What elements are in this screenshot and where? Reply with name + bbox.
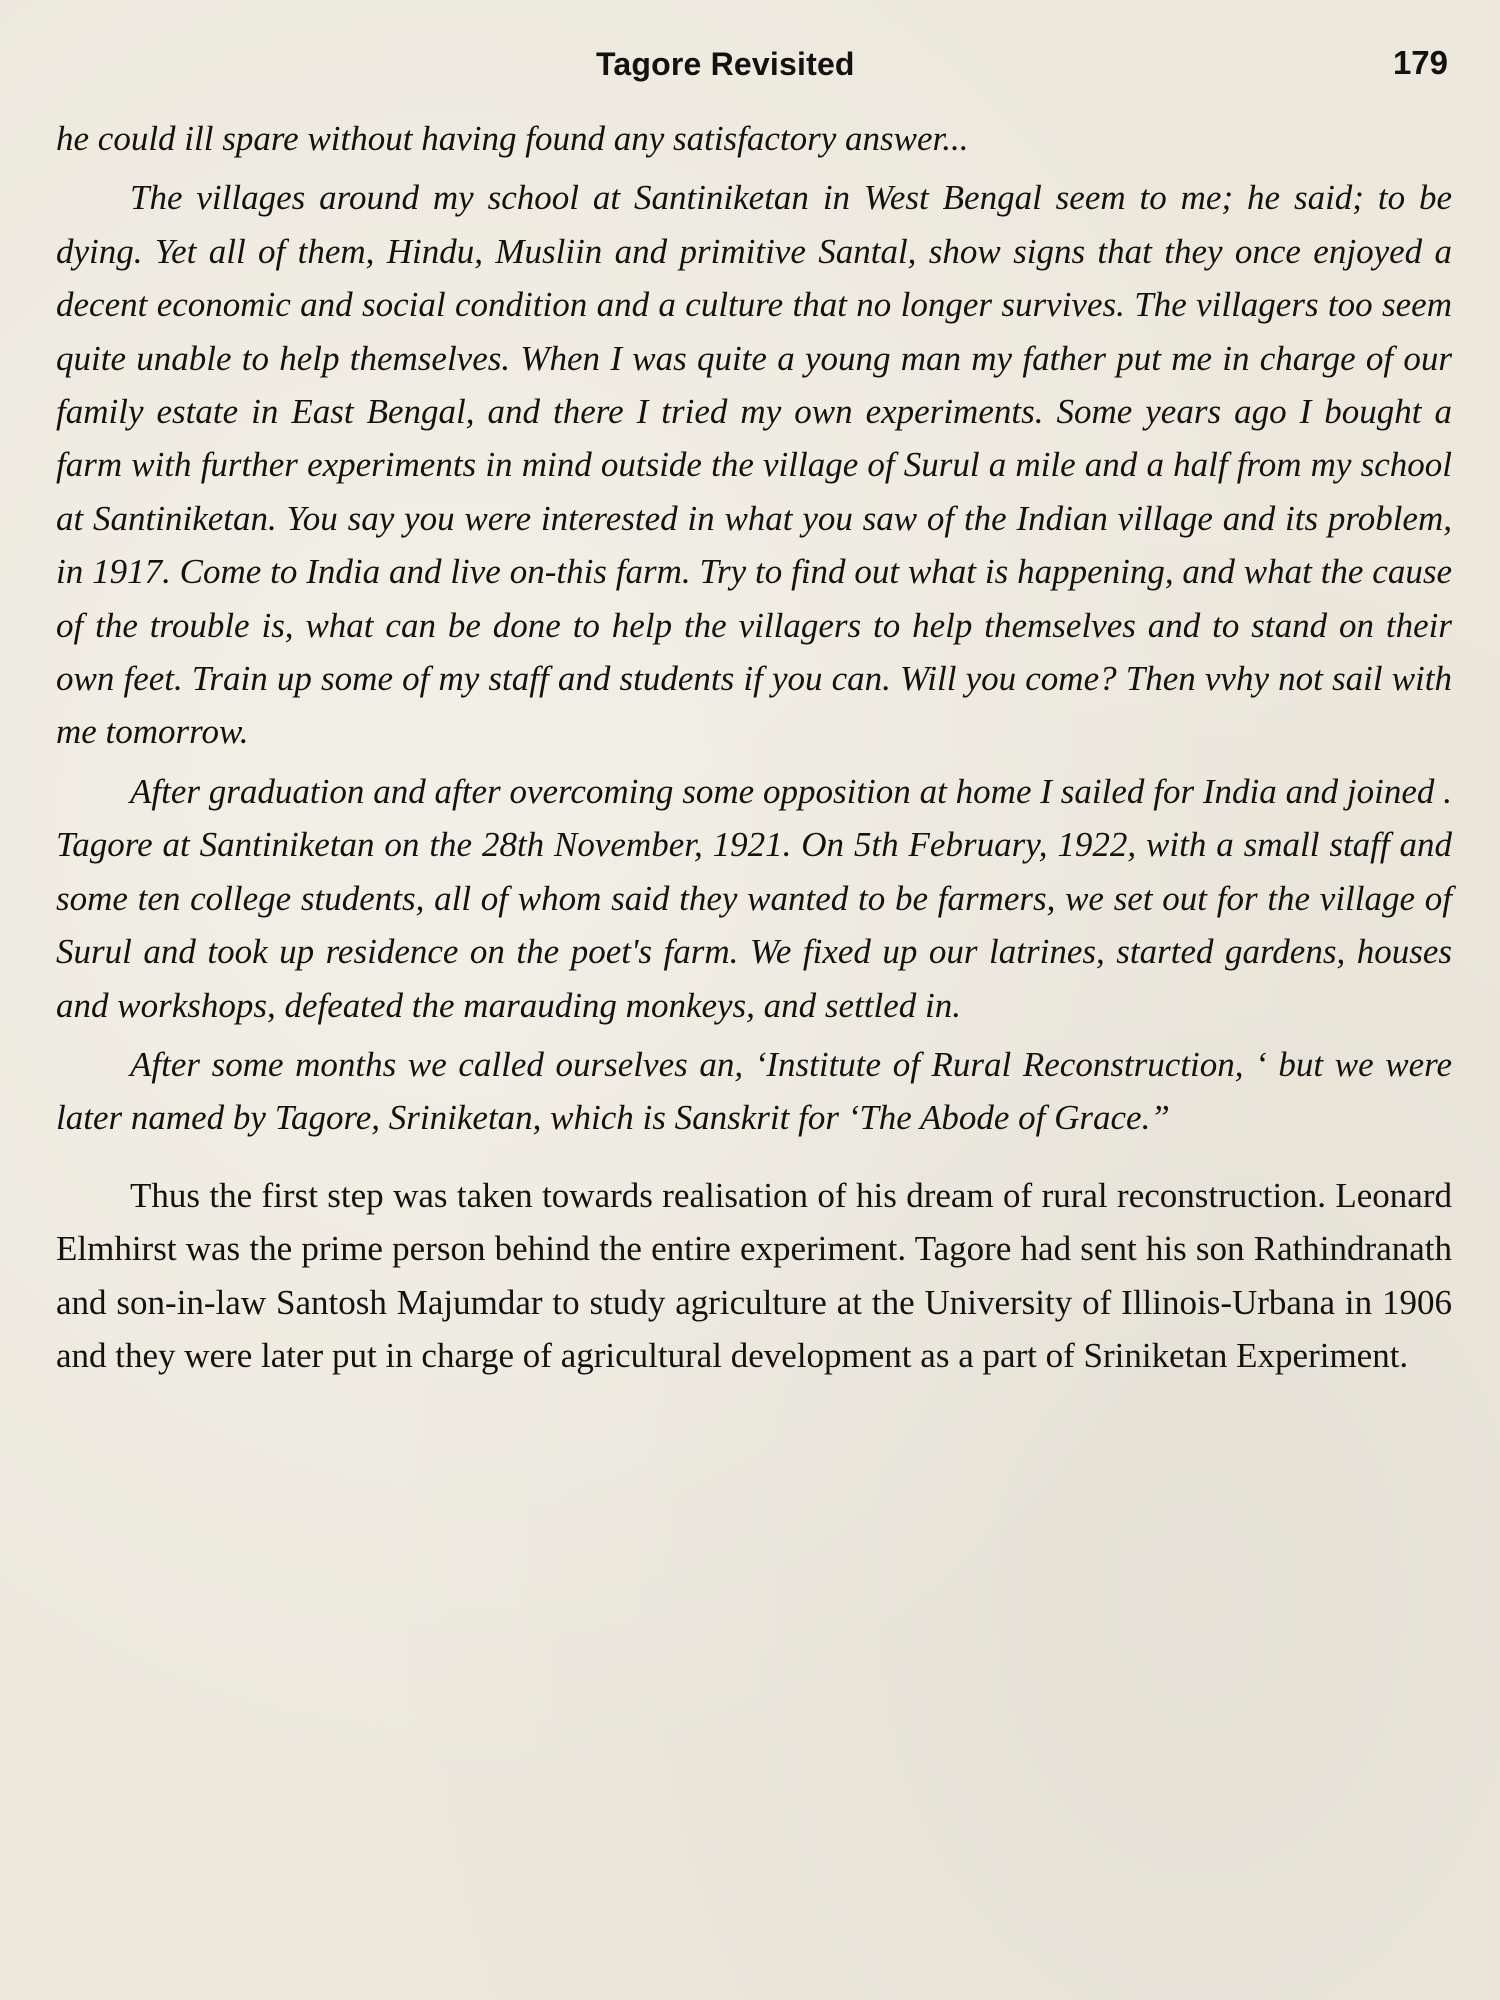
body-paragraph: Thus the first step was taken towards realisation of his dream of rural reconstruction. Leonard Elmhirst was the prime person behind the entire experiment. Tagore had sent his son Rathindranath and son-in-law Santosh Majumdar to study agriculture at the University of Illinois-Urbana in 1906 and they were later put in charge of agricultural development as a part of Sriniketan Experiment. — [56, 1175, 1452, 1375]
quote-paragraph: The villages around my school at Santiniketan in West Bengal seem to me; he said; to be dying. Yet all of them, Hindu, Musliin and primitive Santal, show signs that they once enjoyed a decent economic and social condition and a culture that no longer survives. The villagers too seem quite unable to help themselves. When I was quite a young man my father put me in charge of our family estate in East Bengal, and there I tried my own experiments. Some years ago I bought a farm with further experiments in mind outside the village of Surul a mile and a half from my school at Santiniketan. You say you were interested in what you saw of the Indian village and its problem, in 1917. Come to India and live on-this farm. Try to find out what is happening, and what the cause of the trouble is, what can be done to help the villagers to help themselves and to stand on their own feet. Train up some of my staff and students if you can. Will you come? Then vvhy not sail with me tomorrow. — [56, 178, 1452, 752]
quote-paragraph: After graduation and after overcoming some opposition at home I sailed for India and joined . Tagore at Santiniketan on the 28th November, 1921. On 5th February, 1922, with a small staff and some ten college students, all of whom said they wanted to be farmers, we set out for the village of Surul and took up residence on the poet's farm. We fixed up our latrines, started gardens, houses and workshops, defeated the marauding monkeys, and settled in. — [56, 771, 1452, 1025]
body-text — [56, 1169, 1452, 1383]
block-quote — [56, 112, 1452, 1145]
running-head — [56, 42, 1452, 90]
quote-continuation: he could ill spare without having found any satisfactory answer... — [56, 119, 969, 158]
page-number: 179 — [1392, 44, 1448, 81]
quote-paragraph: After some months we called ourselves an, ‘Institute of Rural Reconstruction, ‘ but we were later named by Tagore, Sriniketan, which is Sanskrit for ‘The Abode of Grace.” — [56, 1044, 1452, 1138]
running-title: Tagore Revisited — [596, 46, 855, 82]
